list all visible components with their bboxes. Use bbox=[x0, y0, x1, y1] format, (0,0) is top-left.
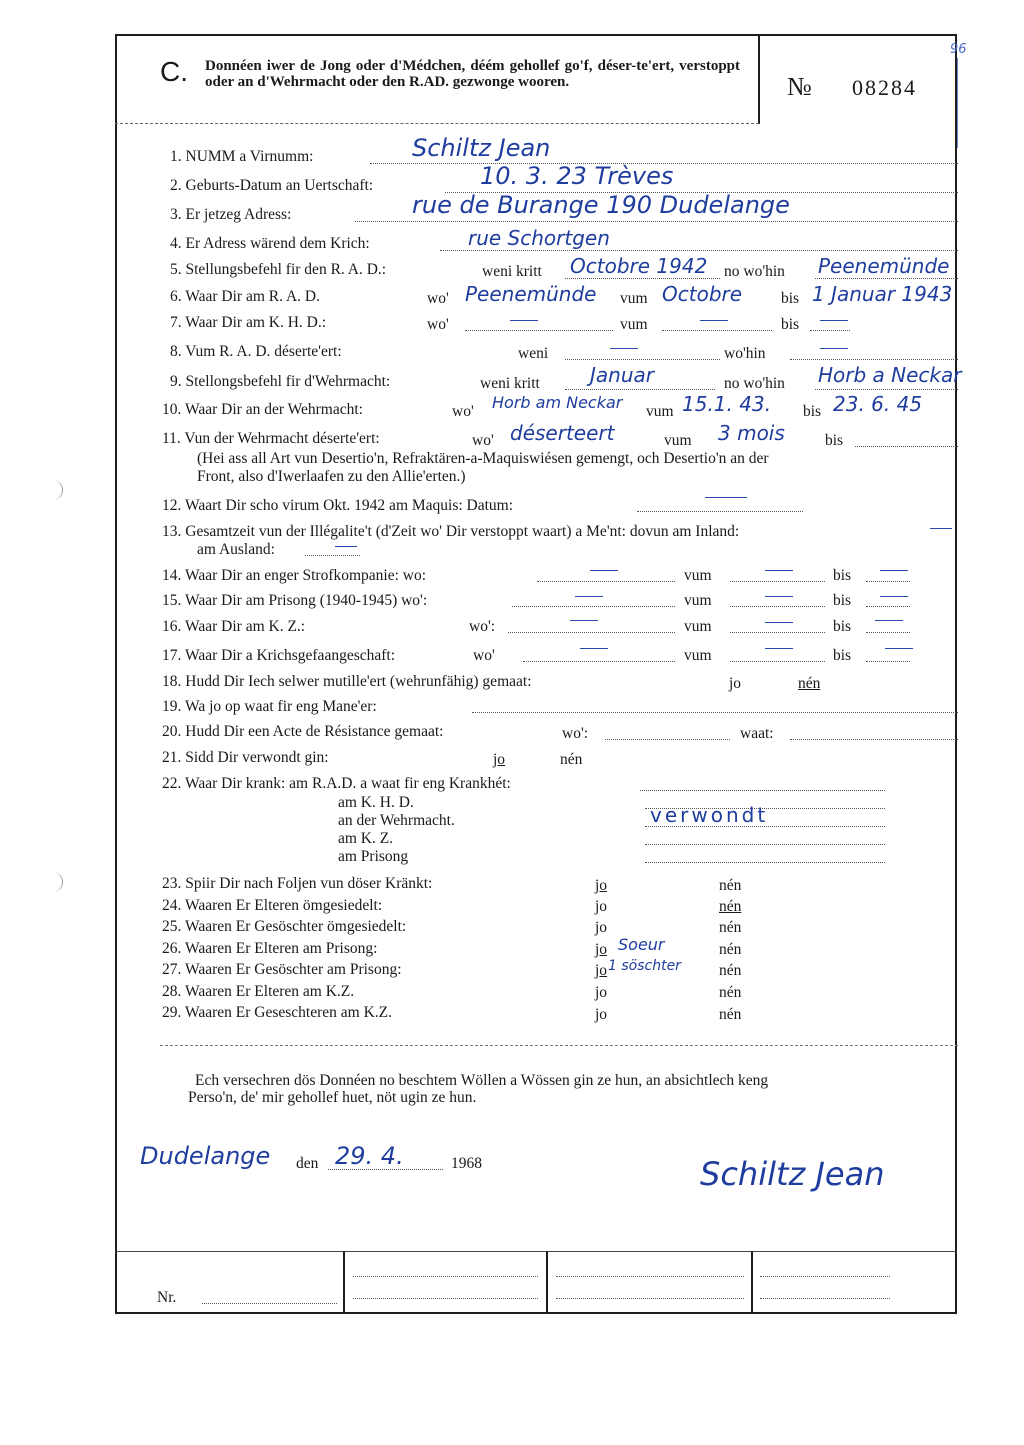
grid-line bbox=[760, 1298, 890, 1299]
dash-mark bbox=[700, 320, 728, 321]
label-sick: 22. Waar Dir krank: am R.A.D. a waat fir eng Krankhét: bbox=[162, 775, 511, 792]
label-no-wohin: no wo'hin bbox=[724, 263, 785, 280]
field-line bbox=[866, 632, 910, 633]
label-parents-resettled: 24. Waaren Er Elteren ömgesiedelt: bbox=[162, 897, 383, 914]
field-line bbox=[440, 250, 958, 251]
header-divider bbox=[758, 34, 760, 124]
option-nen: nén bbox=[719, 1006, 742, 1023]
form-number: 08284 bbox=[852, 75, 917, 100]
label-sick-kz: am K. Z. bbox=[338, 830, 394, 847]
field-line bbox=[565, 359, 720, 360]
hw-parents-prison: Soeur bbox=[618, 935, 665, 954]
label-vum: vum bbox=[620, 316, 648, 333]
dash-mark bbox=[575, 596, 603, 597]
option-jo: jo bbox=[595, 1006, 608, 1023]
label-wo: wo' bbox=[427, 290, 449, 307]
label-vum: vum bbox=[684, 592, 712, 609]
hw-address: rue de Burange 190 Dudelange bbox=[412, 191, 790, 219]
hw-rad-at: Peenemünde bbox=[465, 282, 597, 306]
label-weni: weni bbox=[518, 345, 549, 362]
note-desertion-1: (Hei ass all Art vun Desertio'n, Refraktären-a-Maquiswiésen gemengt, och Desertio'n an der bbox=[197, 450, 769, 467]
field-line bbox=[815, 278, 958, 279]
label-abroad: am Ausland: bbox=[197, 541, 275, 558]
hw-birth: 10. 3. 23 Trèves bbox=[480, 162, 674, 190]
label-wm-served: 10. Waar Dir an der Wehrmacht: bbox=[162, 401, 363, 418]
label-wo: wo' bbox=[427, 316, 449, 333]
grid-line bbox=[556, 1298, 744, 1299]
punch-hole-mark bbox=[52, 480, 63, 500]
option-nen-selected: nén bbox=[798, 675, 821, 692]
dash-mark bbox=[590, 570, 618, 571]
option-nen: nén bbox=[719, 877, 742, 894]
dash-mark bbox=[705, 497, 747, 498]
hw-desert-where: déserteert bbox=[510, 421, 615, 445]
dash-mark bbox=[765, 596, 793, 597]
label-name: 1. NUMM a Virnumm: bbox=[170, 148, 314, 165]
dash-mark bbox=[875, 620, 903, 621]
label-no-wohin: no wo'hin bbox=[724, 375, 785, 392]
field-line bbox=[855, 446, 958, 447]
hw-rad-where: Peenemünde bbox=[818, 254, 950, 278]
label-bis: bis bbox=[781, 290, 800, 307]
grid-top-line bbox=[115, 1251, 957, 1252]
label-wounded: 21. Sidd Dir verwondt gin: bbox=[162, 749, 329, 766]
note-desertion-2: Front, also d'Iwerlaafen zu den Allie'erten.) bbox=[197, 468, 466, 485]
field-line bbox=[465, 330, 613, 331]
hw-wm-to: 23. 6. 45 bbox=[833, 392, 923, 416]
form-title: Donnéen iwer de Jong oder d'Médchen, déém gehollef go'f, déser-te'ert, verstoppt oder an d'Wehrmacht oder den R.AD. gezwonge wooren. bbox=[205, 58, 740, 90]
dash-mark bbox=[765, 622, 793, 623]
field-line bbox=[355, 221, 958, 222]
field-line bbox=[640, 790, 885, 791]
hw-siblings-prison: 1 söschter bbox=[608, 958, 681, 974]
label-rad-served: 6. Waar Dir am R. A. D. bbox=[170, 288, 320, 305]
label-prison: 15. Waar Dir am Prisong (1940-1945) wo': bbox=[162, 592, 428, 609]
option-jo: jo bbox=[595, 984, 608, 1001]
label-sick-khd: am K. H. D. bbox=[338, 794, 414, 811]
field-line bbox=[645, 862, 885, 863]
label-vum: vum bbox=[684, 567, 712, 584]
field-line bbox=[866, 606, 910, 607]
field-line bbox=[815, 389, 958, 390]
label-parents-kz: 28. Waaren Er Elteren am K.Z. bbox=[162, 983, 355, 1000]
grid-line bbox=[760, 1276, 890, 1277]
hw-name: Schiltz Jean bbox=[412, 134, 551, 162]
label-bis: bis bbox=[833, 618, 852, 635]
option-jo-selected: jo bbox=[493, 751, 506, 768]
dash-mark bbox=[765, 570, 793, 571]
label-birth: 2. Geburts-Datum an Uertschaft: bbox=[170, 177, 374, 194]
label-illegality: 13. Gesamtzeit vun der Illégalite't (d'Zeit wo' Dir verstoppt waart) a Me'nt: dovun am Inland: bbox=[162, 523, 740, 540]
option-jo-selected: jo bbox=[595, 941, 608, 958]
option-nen: nén bbox=[719, 962, 742, 979]
label-weni-kritt: weni kritt bbox=[482, 263, 542, 280]
hw-rad-to: 1 Januar 1943 bbox=[812, 282, 953, 306]
option-jo-selected: jo bbox=[595, 877, 608, 894]
label-wm-desert: 11. Vun der Wehrmacht déserte'ert: bbox=[162, 430, 380, 447]
option-jo: jo bbox=[595, 898, 608, 915]
field-line bbox=[810, 330, 850, 331]
dash-mark bbox=[885, 648, 913, 649]
label-wm-order: 9. Stellongsbefehl fir d'Wehrmacht: bbox=[170, 373, 391, 390]
corner-mark-line bbox=[957, 58, 958, 148]
label-bis: bis bbox=[825, 432, 844, 449]
grid-divider bbox=[751, 1251, 753, 1314]
label-manner: 19. Wa jo op waat fir eng Mane'er: bbox=[162, 698, 377, 715]
hw-wm-when: Januar bbox=[590, 363, 654, 387]
field-line bbox=[512, 606, 675, 607]
field-line bbox=[537, 581, 675, 582]
label-wo: wo' bbox=[452, 403, 474, 420]
hw-desert-from: 3 mois bbox=[718, 421, 785, 445]
label-vum: vum bbox=[646, 403, 674, 420]
label-vum: vum bbox=[620, 290, 648, 307]
label-nr: Nr. bbox=[157, 1289, 177, 1306]
dash-mark bbox=[820, 320, 848, 321]
label-bis: bis bbox=[833, 592, 852, 609]
label-sick-wehrmacht: an der Wehrmacht. bbox=[338, 812, 455, 829]
field-line bbox=[730, 661, 825, 662]
field-line bbox=[523, 661, 675, 662]
label-rad-desert: 8. Vum R. A. D. déserte'ert: bbox=[170, 343, 342, 360]
grid-divider bbox=[343, 1251, 345, 1314]
field-line bbox=[790, 739, 958, 740]
label-wo: wo': bbox=[562, 725, 589, 742]
field-line bbox=[472, 712, 958, 713]
label-resistance: 20. Hudd Dir een Acte de Résistance gemaat: bbox=[162, 723, 444, 740]
declaration-line-2: Perso'n, de' mir gehollef huet, nöt ugin ze hun. bbox=[188, 1089, 477, 1106]
hw-rad-when: Octobre 1942 bbox=[570, 254, 708, 278]
dash-mark bbox=[880, 596, 908, 597]
label-weni-kritt: weni kritt bbox=[480, 375, 540, 392]
signature: Schiltz Jean bbox=[700, 1155, 885, 1193]
dash-mark bbox=[510, 320, 538, 321]
dash-mark bbox=[580, 648, 608, 649]
hw-war-address: rue Schortgen bbox=[468, 226, 610, 250]
field-line bbox=[790, 359, 958, 360]
label-parents-prison: 26. Waaren Er Elteren am Prisong: bbox=[162, 940, 378, 957]
field-line bbox=[730, 606, 825, 607]
field-line bbox=[730, 632, 825, 633]
dash-mark bbox=[820, 348, 848, 349]
label-bis: bis bbox=[803, 403, 822, 420]
number-label: № bbox=[787, 72, 812, 101]
label-vum: vum bbox=[684, 647, 712, 664]
field-line bbox=[730, 581, 825, 582]
hw-date: 29. 4. bbox=[335, 1142, 404, 1170]
hw-wounded-where: verwondt bbox=[650, 803, 769, 827]
corner-mark: 96 bbox=[950, 42, 967, 57]
label-bis: bis bbox=[781, 316, 800, 333]
option-nen: nén bbox=[560, 751, 583, 768]
option-nen-selected: nén bbox=[719, 898, 742, 915]
option-jo-selected: jo bbox=[595, 962, 608, 979]
grid-line bbox=[353, 1298, 538, 1299]
label-wohin: wo'hin bbox=[724, 345, 766, 362]
label-waat: waat: bbox=[740, 725, 774, 742]
label-vum: vum bbox=[664, 432, 692, 449]
field-line bbox=[565, 389, 715, 390]
label-self-mutilation: 18. Hudd Dir Iech selwer mutille'ert (wehrunfähig) gemaat: bbox=[162, 673, 532, 690]
hw-wm-from: 15.1. 43. bbox=[682, 392, 772, 416]
hw-place: Dudelange bbox=[140, 1142, 271, 1170]
field-line bbox=[637, 511, 803, 512]
label-kz: 16. Waar Dir am K. Z.: bbox=[162, 618, 306, 635]
field-line bbox=[866, 661, 910, 662]
dash-mark bbox=[570, 620, 598, 621]
option-nen: nén bbox=[719, 919, 742, 936]
declaration-line-1: Ech versechren dös Donnéen no beschtem Wöllen a Wössen gin ze hun, an absichtlech keng bbox=[195, 1072, 769, 1089]
label-bis: bis bbox=[833, 647, 852, 664]
label-wo: wo' bbox=[472, 432, 494, 449]
separator-line bbox=[160, 1045, 958, 1046]
field-line bbox=[605, 739, 730, 740]
label-siblings-prison: 27. Waaren Er Gesöschter am Prisong: bbox=[162, 961, 402, 978]
grid-line bbox=[353, 1276, 538, 1277]
grid-divider bbox=[546, 1251, 548, 1314]
hw-rad-from: Octobre bbox=[662, 282, 743, 306]
label-den: den bbox=[296, 1155, 319, 1172]
dash-mark bbox=[610, 348, 638, 349]
label-maquis: 12. Waart Dir scho virum Okt. 1942 am Maquis: Datum: bbox=[162, 497, 514, 514]
dash-mark bbox=[335, 546, 357, 547]
label-war-address: 4. Er Adress wärend dem Krich: bbox=[170, 235, 370, 252]
label-rad-order: 5. Stellungsbefehl fir den R. A. D.: bbox=[170, 261, 387, 278]
field-line bbox=[508, 632, 675, 633]
option-nen: nén bbox=[719, 984, 742, 1001]
option-jo: jo bbox=[595, 919, 608, 936]
label-pow: 17. Waar Dir a Krichsgefaangeschaft: bbox=[162, 647, 396, 664]
option-jo: jo bbox=[729, 675, 742, 692]
label-siblings-kz: 29. Waaren Er Geseschteren am K.Z. bbox=[162, 1004, 393, 1021]
punch-hole-mark bbox=[52, 872, 63, 892]
field-line bbox=[662, 330, 772, 331]
label-year: 1968 bbox=[451, 1155, 482, 1172]
label-wo: wo': bbox=[469, 618, 496, 635]
label-wo: wo' bbox=[473, 647, 495, 664]
dash-mark bbox=[880, 570, 908, 571]
hw-wm-where: Horb a Neckar bbox=[818, 363, 962, 387]
label-siblings-resettled: 25. Waaren Er Gesöschter ömgesiedelt: bbox=[162, 918, 407, 935]
label-bis: bis bbox=[833, 567, 852, 584]
label-address: 3. Er jetzeg Adress: bbox=[170, 206, 292, 223]
label-penal-company: 14. Waar Dir an enger Strofkompanie: wo: bbox=[162, 567, 427, 584]
dash-mark bbox=[765, 648, 793, 649]
header-bottom-line bbox=[115, 123, 759, 125]
hw-wm-at: Horb am Neckar bbox=[492, 393, 623, 412]
label-khd: 7. Waar Dir am K. H. D.: bbox=[170, 314, 327, 331]
label-vum: vum bbox=[684, 618, 712, 635]
grid-line bbox=[556, 1276, 744, 1277]
section-letter: C. bbox=[160, 56, 188, 87]
label-sick-prison: am Prisong bbox=[338, 848, 409, 865]
dash-mark bbox=[930, 528, 952, 529]
field-line bbox=[565, 278, 720, 279]
option-nen: nén bbox=[719, 941, 742, 958]
field-line bbox=[645, 844, 885, 845]
label-aftereffects: 23. Spiir Dir nach Foljen vun döser Kränkt: bbox=[162, 875, 433, 892]
field-line bbox=[866, 581, 910, 582]
field-line bbox=[202, 1303, 337, 1304]
field-line bbox=[305, 555, 360, 556]
